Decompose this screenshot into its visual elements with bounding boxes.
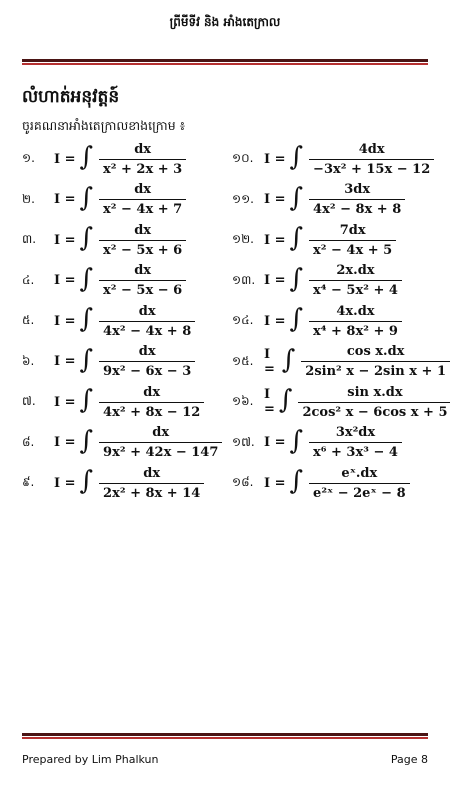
fraction-numerator: dx: [138, 303, 156, 319]
fraction-denominator: 4x² − 4x + 8: [99, 321, 195, 339]
problem-number: ៤.: [22, 272, 35, 287]
integral-sign-icon: ∫: [79, 142, 94, 172]
fraction: [298, 385, 450, 420]
fraction-denominator: 4x² − 8x + 8: [309, 199, 405, 217]
fraction-numerator: cos x.dx: [346, 344, 405, 359]
integral-sign-icon: ∫: [79, 385, 94, 415]
fraction-numerator: 4dx: [358, 141, 385, 157]
integral-problem: [232, 423, 402, 463]
integral-sign-icon: ∫: [79, 466, 94, 496]
fraction-denominator: x² − 4x + 7: [99, 199, 186, 217]
integral-lhs: I =: [264, 475, 286, 491]
problem-number: ១៨.: [232, 475, 254, 489]
integral-problem: [232, 261, 402, 301]
fraction: [309, 223, 396, 258]
integral-lhs: I =: [54, 151, 76, 167]
integral-sign-icon: ∫: [289, 304, 304, 334]
integral-lhs: I =: [54, 475, 76, 491]
integral-lhs: I =: [54, 313, 76, 329]
fraction-numerator: 7dx: [339, 222, 366, 238]
problem-number: ១០.: [232, 151, 254, 165]
integral-lhs: I =: [54, 354, 76, 369]
integral-problem: [232, 180, 405, 220]
problem-number: ១៦.: [232, 394, 254, 408]
problem-number: ៦.: [22, 353, 35, 368]
fraction-denominator: x⁶ + 3x³ − 4: [309, 442, 402, 460]
fraction-numerator: 3x²dx: [335, 425, 376, 440]
integral-problem: [22, 139, 186, 179]
fraction: [309, 263, 402, 298]
integral-problem: [232, 220, 396, 260]
fraction: [99, 142, 186, 177]
footer-rule-top: [22, 733, 428, 736]
integral-sign-icon: ∫: [289, 466, 304, 496]
fraction-numerator: sin x.dx: [347, 384, 403, 400]
fraction-numerator: 3dx: [344, 182, 371, 197]
integral-lhs: I =: [264, 313, 286, 329]
integral-sign-icon: ∫: [289, 425, 304, 456]
fraction-denominator: x² − 5x + 6: [99, 240, 186, 258]
fraction-denominator: x² − 4x + 5: [309, 240, 396, 258]
fraction: [309, 425, 402, 460]
problem-number: ១៥.: [232, 353, 254, 368]
integral-sign-icon: ∫: [289, 263, 304, 294]
fraction-denominator: x⁴ + 8x² + 9: [309, 321, 402, 339]
fraction: [99, 425, 222, 460]
fraction: [99, 223, 186, 258]
integral-problem: [22, 342, 195, 382]
fraction-denominator: 2x² + 8x + 14: [99, 483, 204, 501]
fraction: [309, 466, 410, 501]
integral-problem: [22, 463, 204, 503]
integral-problem: [232, 342, 450, 382]
integral-sign-icon: ∫: [79, 223, 94, 253]
problem-number: ៥.: [22, 313, 35, 327]
fraction-denominator: −3x² + 15x − 12: [309, 159, 434, 177]
integral-lhs: I =: [54, 232, 76, 248]
fraction: [99, 263, 186, 298]
integral-problem: [22, 261, 186, 301]
problem-number: ១២.: [232, 232, 254, 246]
section-title: លំហាត់អនុវត្តន៍: [22, 87, 120, 107]
fraction: [99, 466, 204, 501]
fraction-denominator: e²ˣ − 2eˣ − 8: [309, 483, 410, 501]
fraction-numerator: dx: [134, 182, 152, 197]
integral-sign-icon: ∫: [281, 344, 296, 375]
header-rule-bottom: [22, 63, 428, 65]
problem-number: ១៧.: [232, 434, 255, 449]
integral-lhs: I =: [264, 387, 275, 417]
fraction-numerator: dx: [152, 425, 170, 440]
integral-lhs: I =: [54, 394, 76, 410]
problem-number: ៩.: [22, 475, 35, 489]
integral-sign-icon: ∫: [79, 425, 94, 456]
problem-number: ២.: [22, 191, 35, 206]
integral-lhs: I =: [54, 192, 76, 207]
integral-lhs: I =: [264, 435, 286, 450]
fraction-numerator: 2x.dx: [336, 263, 375, 278]
integral-lhs: I =: [54, 273, 76, 288]
integral-lhs: I =: [264, 273, 286, 288]
problem-number: ១៤.: [232, 313, 254, 327]
integral-problem: [22, 382, 204, 422]
fraction-numerator: dx: [134, 263, 152, 278]
fraction: [99, 304, 195, 339]
problem-number: ៨.: [22, 434, 35, 449]
fraction-numerator: dx: [134, 141, 152, 157]
fraction: [301, 344, 450, 379]
integral-sign-icon: ∫: [278, 385, 293, 415]
fraction-numerator: dx: [138, 344, 156, 359]
fraction: [99, 344, 195, 379]
header-rule-top: [22, 59, 428, 62]
integral-lhs: I =: [54, 435, 76, 450]
fraction-numerator: dx: [143, 465, 161, 481]
integral-problem: [232, 382, 450, 422]
integral-sign-icon: ∫: [79, 304, 94, 334]
integral-lhs: I =: [264, 346, 275, 377]
integral-sign-icon: ∫: [79, 263, 94, 294]
instruction-text: ចូរគណនាអាំងតេក្រាលខាងក្រោម ៖: [22, 118, 186, 133]
problem-number: ១៣.: [232, 272, 256, 287]
fraction: [309, 304, 402, 339]
fraction-denominator: 2cos² x − 6cos x + 5: [298, 402, 450, 420]
problem-number: ៧.: [22, 394, 36, 408]
fraction-numerator: dx: [143, 384, 161, 400]
footer-page-number: Page 8: [390, 753, 428, 766]
integral-sign-icon: ∫: [79, 344, 94, 375]
integral-problem: [22, 423, 222, 463]
integral-sign-icon: ∫: [79, 182, 94, 213]
integral-lhs: I =: [264, 192, 286, 207]
footer-rule-bottom: [22, 737, 428, 739]
integral-sign-icon: ∫: [289, 223, 304, 253]
fraction-numerator: eˣ.dx: [341, 465, 378, 481]
integral-lhs: I =: [264, 151, 286, 167]
integral-problem: [232, 301, 402, 341]
fraction-denominator: 2sin² x − 2sin x + 1: [301, 361, 450, 379]
problem-number: ៣.: [22, 232, 37, 246]
problem-number: ១.: [22, 151, 35, 165]
footer-author: Prepared by Lim Phalkun: [22, 753, 159, 766]
integral-lhs: I =: [264, 232, 286, 248]
integral-problem: [232, 139, 434, 179]
problem-number: ១១.: [232, 191, 254, 206]
integral-problem: [232, 463, 410, 503]
fraction-denominator: x² + 2x + 3: [99, 159, 186, 177]
fraction-numerator: 4x.dx: [336, 303, 375, 319]
integral-sign-icon: ∫: [289, 182, 304, 213]
fraction: [309, 142, 434, 177]
fraction-denominator: 4x² + 8x − 12: [99, 402, 204, 420]
integral-problem: [22, 180, 186, 220]
header-title: ព្រីមីទីវ និង អាំងតេក្រាល: [169, 15, 281, 29]
fraction: [99, 182, 186, 217]
fraction-denominator: 9x² + 42x − 147: [99, 442, 222, 460]
integral-problem: [22, 220, 186, 260]
integral-problem: [22, 301, 195, 341]
fraction-denominator: x⁴ − 5x² + 4: [309, 280, 402, 298]
integral-sign-icon: ∫: [289, 142, 304, 172]
fraction: [309, 182, 405, 217]
fraction-denominator: x² − 5x − 6: [99, 280, 186, 298]
fraction: [99, 385, 204, 420]
fraction-denominator: 9x² − 6x − 3: [99, 361, 195, 379]
fraction-numerator: dx: [134, 222, 152, 238]
